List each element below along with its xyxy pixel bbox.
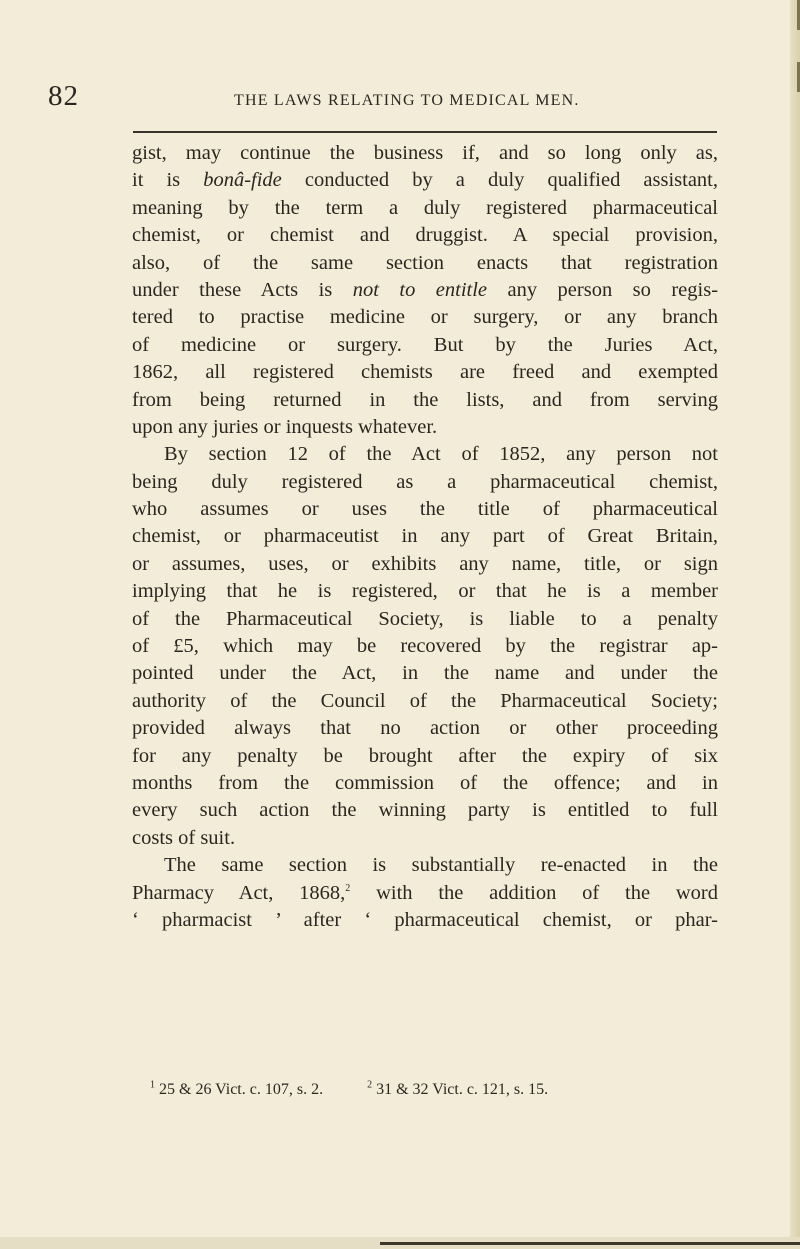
running-head: THE LAWS RELATING TO MEDICAL MEN.	[234, 92, 580, 109]
text-line: The same section is substantially re-enacted in the	[164, 854, 718, 877]
text-line: months from the commission of the offence; and in	[132, 771, 718, 794]
text-line: upon any juries or inquests whatever.	[132, 415, 438, 438]
text-line: or assumes, uses, or exhibits any name, title, or sign	[132, 552, 718, 575]
text-line: By section 12 of the Act of 1852, any person not	[164, 443, 718, 466]
page-bottom-edge	[0, 1237, 800, 1249]
footnote-mark: 1	[150, 1079, 155, 1091]
text-line: gist, may continue the business if, and so long only as,	[132, 142, 718, 164]
page-right-edge	[790, 0, 800, 1249]
page-number: 82	[48, 80, 79, 112]
text-line: chemist, or chemist and druggist. A special provision,	[132, 224, 718, 247]
text-line: every such action the winning party is entitled to full	[132, 799, 718, 822]
footnote-ref: 2	[345, 882, 351, 894]
text-line: costs of suit.	[132, 826, 236, 849]
italic-phrase: not to entitle	[352, 278, 488, 301]
text-line: of the Pharmaceutical Society, is liable to a penalty	[132, 607, 718, 630]
footnote-2: $^2$ 31 & 32 Vict. c. 121, s. 15.	[367, 1079, 549, 1098]
text-line: of medicine or surgery. But by the Juries Act,	[132, 333, 718, 356]
footnotes	[150, 1081, 592, 1099]
text-line: of £5, which may be recovered by the registrar ap-	[132, 635, 718, 658]
footnote-mark: 2	[367, 1079, 373, 1091]
header-rule	[133, 131, 717, 133]
text-line: authority of the Council of the Pharmaceutical Society;	[132, 689, 718, 712]
text-line: pointed under the Act, in the name and under the	[132, 662, 718, 685]
text-line: ‘ pharmacist ’ after ‘ pharmaceutical chemist, or phar-	[132, 908, 718, 931]
text-line: it is bonâ-fide conducted by a duly qualified assistant,	[132, 169, 718, 192]
text-line: implying that he is registered, or that he is a member	[132, 580, 718, 603]
bottom-rule	[380, 1242, 800, 1245]
text-line: Pharmacy Act, 1868,$^2$ with the addition of the word	[132, 881, 718, 904]
footnote-1: $^1$ 25 & 26 Vict. c. 107, s. 2.	[150, 1079, 324, 1098]
text-line: who assumes or uses the title of pharmaceutical	[132, 498, 718, 521]
body-text	[132, 140, 718, 934]
text-line: tered to practise medicine or surgery, or any branch	[132, 306, 718, 329]
italic-phrase: bonâ-fide	[203, 169, 282, 192]
text-line: under these Acts is not to entitle any person so regis-	[132, 278, 719, 301]
text-line: for any penalty be brought after the expiry of six	[132, 744, 718, 767]
text-line: also, of the same section enacts that registration	[132, 251, 718, 274]
text-line: being duly registered as a pharmaceutical chemist,	[132, 470, 718, 493]
text-line: provided always that no action or other proceeding	[132, 717, 718, 740]
text-line: 1862, all registered chemists are freed and exempted	[132, 361, 718, 384]
text-line: meaning by the term a duly registered pharmaceutical	[132, 196, 718, 219]
text-line: chemist, or pharmaceutist in any part of Great Britain,	[132, 525, 718, 548]
text-line: from being returned in the lists, and from serving	[132, 388, 718, 411]
